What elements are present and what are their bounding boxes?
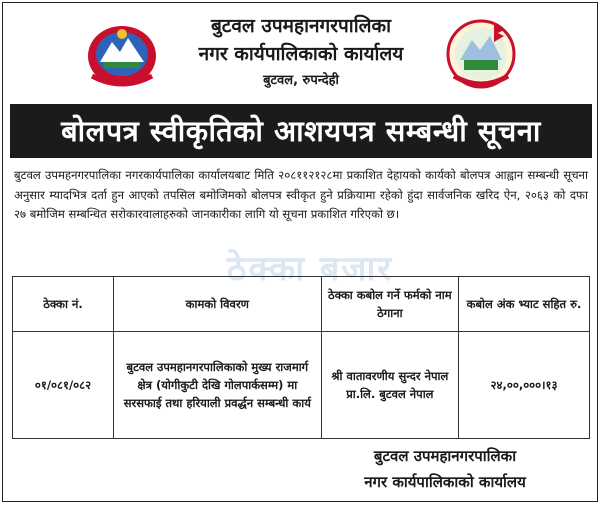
notice-body: बुटवल उपमहनगरपालिका नगरकार्यपालिका कार्यालयबाट मिति २०८११२१२८मा प्रकाशित देहायको कार्यको बोलपत्र आह्वान सम्बन्धी सूचना अनुसार म्यादभित्र दर्ता हुन आएको तपसिल बमोजिमको बोलपत्र स्वीकृत हुने प्रक्रियामा रहेको हुंदा सार्वजनिक खरिद ऐन, २०६३ को दफा २७ बमोजिम सम्बन्धित सरोकारवालाहरुको जानकारीका लागि यो सूचना प्रकाशित गरिएको छ।: [14, 168, 588, 222]
office-name: नगर कार्यपालिकाको कार्यालय: [198, 43, 404, 65]
table-header-row: [13, 277, 590, 332]
notice-title: बोलपत्र स्वीकृतिको आशयपत्र सम्बन्धी सूचना: [10, 104, 592, 158]
cell-contract-no: ०१/०८१/०८२: [13, 332, 114, 439]
header: [0, 4, 602, 100]
header-bid-amount: कबोल अंक भ्याट सहित रु.: [458, 277, 589, 332]
contract-table: [12, 276, 590, 439]
header-work-description: कामको विवरण: [113, 277, 321, 332]
cell-bid-amount: २४,००,०००।१३: [458, 332, 589, 439]
header-contract-no: ठेक्का नं.: [13, 277, 114, 332]
municipality-name: बुटवल उपमहानगरपालिका: [210, 15, 392, 37]
cell-work-description: बुटवल उपमहानगरपालिकाको मुख्य राजमार्ग क्षेत्र (योगीकुटी देखि गोलपार्कसम्म) मा सरसफाई तथा हरियाली प्रवर्द्धन सम्बन्धी कार्य: [113, 332, 321, 439]
table-row: [13, 332, 590, 439]
nepal-government-emblem-icon: [444, 18, 518, 90]
cell-firm-name: श्री वातावरणीय सुन्दर नेपाल प्रा.लि. बुटवल नेपाल: [321, 332, 458, 439]
office-location: बुटवल, रुपन्देही: [263, 73, 339, 88]
footer-municipality-name: बुटवल उपमहानगरपालिका: [373, 447, 517, 465]
footer-office-name: नगर कार्यपालिकाको कार्यालय: [364, 473, 526, 491]
header-firm-name: ठेक्का कबोल गर्ने फर्मको नाम ठेगाना: [321, 277, 458, 332]
watermark-text: ठेक्का बजार: [226, 249, 394, 289]
